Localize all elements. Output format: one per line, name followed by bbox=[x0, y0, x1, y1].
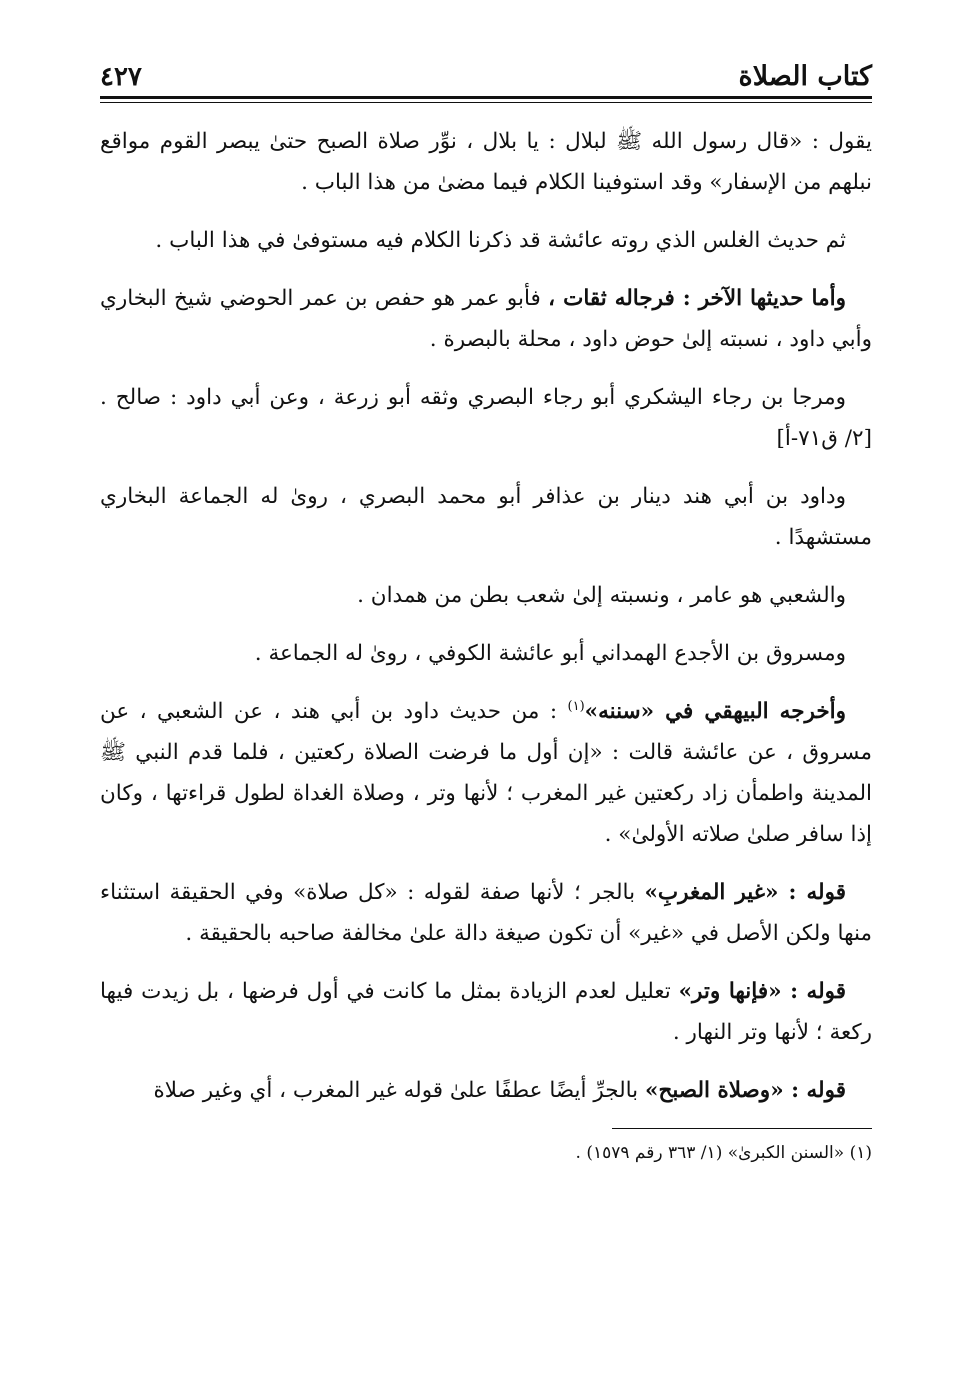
book-title: كتاب الصلاة bbox=[738, 61, 872, 92]
paragraph-text: : من حديث داود بن أبي هند ، عن الشعبي ، عن مسروق ، عن عائشة قالت : «إن أول ما فرضت الصلاة ركعتين ، فلما قدم النبي ﷺ المدينة واطمأن زاد ركعتين غير المغرب ؛ لأنها وتر ، وصلاة الغداة لطول قراءتها ، وكان إذا سافر صلىٰ صلاته الأولىٰ» . bbox=[100, 699, 872, 847]
paragraph bbox=[100, 633, 872, 674]
paragraph bbox=[100, 575, 872, 616]
paragraph bbox=[100, 278, 872, 360]
paragraph-lead: قوله : «غير المغربِ» bbox=[644, 880, 846, 905]
paragraph-lead: قوله : «وصلاة الصبح» bbox=[645, 1078, 846, 1103]
page-number: ٤٢٧ bbox=[100, 62, 142, 92]
footnote: (١) «السنن الكبرىٰ» (١/ ٣٦٣ رقم ١٥٧٩) . bbox=[575, 1143, 872, 1163]
paragraph bbox=[100, 377, 872, 459]
paragraph-text: يقول : «قال رسول الله ﷺ لبلال : يا بلال ، نوِّر صلاة الصبح حتىٰ يبصر القوم مواقع نبلهم من الإسفار» وقد استوفينا الكلام فيما مضىٰ من هذا الباب . bbox=[100, 129, 872, 195]
book-page bbox=[100, 40, 872, 1338]
page-header bbox=[100, 40, 872, 92]
paragraph bbox=[100, 121, 872, 203]
paragraph-text: ثم حديث الغلس الذي روته عائشة قد ذكرنا الكلام فيه مستوفىٰ في هذا الباب . bbox=[155, 228, 846, 253]
paragraph-text: ومسروق بن الأجدع الهمداني أبو عائشة الكوفي ، روىٰ له الجماعة . bbox=[254, 641, 846, 666]
header-rule-thick bbox=[100, 96, 872, 99]
paragraph bbox=[100, 220, 872, 261]
paragraph-text: بالجر ؛ لأنها صفة لقوله : «كل صلاة» وفي الحقيقة استثناء منها ولكن الأصل في «غير» أن تكون صيغة دالة علىٰ مخالفة صاحبه بالحقيقة . bbox=[100, 880, 872, 946]
paragraph bbox=[100, 691, 872, 855]
paragraph-text: ومرجا بن رجاء اليشكري أبو رجاء البصري وثقه أبو زرعة ، وعن أبي داود : صالح . [٢/ ق٧١-أ] bbox=[100, 385, 872, 451]
paragraph-text: تعليل لعدم الزيادة بمثل ما كانت في أول فرضها ، بل زيدت فيها ركعة ؛ لأنها وتر النهار . bbox=[100, 979, 872, 1045]
body-text bbox=[100, 121, 872, 1111]
paragraph-text: فأبو عمر هو حفص بن عمر الحوضي شيخ البخاري وأبي داود ، نسبته إلىٰ حوض داود ، محلة بالبصرة . bbox=[100, 286, 872, 352]
header-rule-thin bbox=[100, 102, 872, 103]
paragraph-text: وداود بن أبي هند دينار بن عذافر أبو محمد البصري ، روىٰ له الجماعة البخاري مستشهدًا . bbox=[100, 484, 872, 550]
paragraph bbox=[100, 476, 872, 558]
paragraph-lead: وأخرجه البيهقي في «سننه» bbox=[584, 699, 847, 724]
paragraph-lead: وأما حديثها الآخر : فرجاله ثقات ، bbox=[548, 286, 846, 311]
paragraph bbox=[100, 971, 872, 1053]
paragraph-text: والشعبي هو عامر ، ونسبته إلىٰ شعب بطن من همدان . bbox=[357, 583, 846, 608]
footnote-separator bbox=[612, 1128, 872, 1129]
paragraph bbox=[100, 1070, 872, 1111]
footnote-reference[interactable]: (١) bbox=[567, 698, 585, 714]
paragraph-lead: قوله : «فإنها وتر» bbox=[678, 979, 847, 1004]
paragraph-text: بالجرِّ أيضًا عطفًا علىٰ قوله غير المغرب ، أي وغير صلاة bbox=[153, 1078, 645, 1103]
paragraph bbox=[100, 872, 872, 954]
